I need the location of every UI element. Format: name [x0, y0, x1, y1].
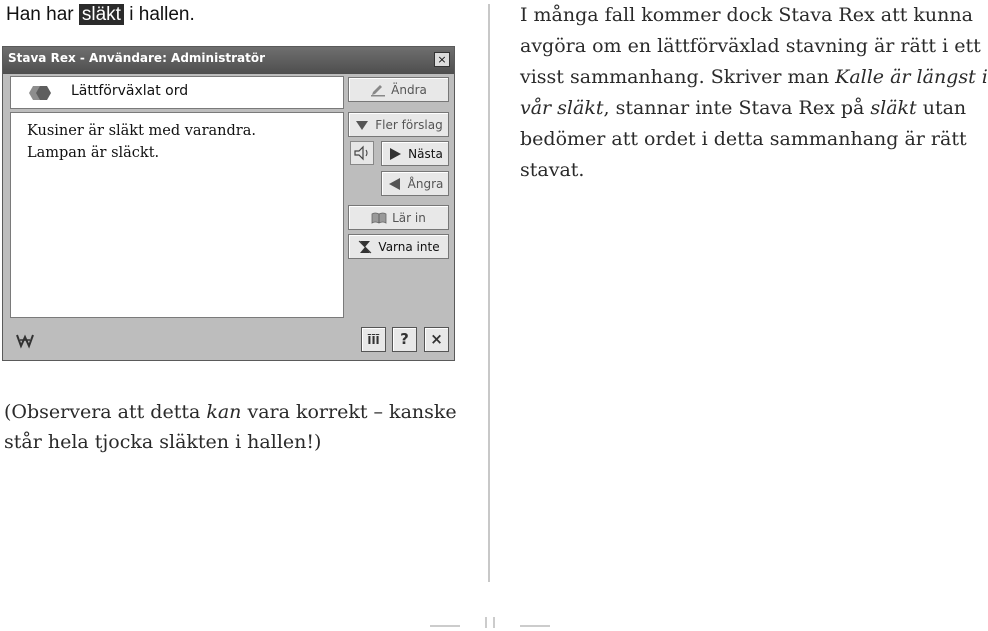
sample-sentence	[6, 2, 195, 28]
down-triangle-icon	[354, 118, 370, 132]
explanation-text	[520, 0, 988, 186]
example-word: släkt	[870, 97, 917, 119]
highlighted-word: släkt	[79, 4, 124, 25]
help-button[interactable]	[392, 327, 417, 352]
pencil-icon	[370, 83, 386, 97]
play-left-icon	[387, 177, 403, 191]
help-icon: ?	[400, 330, 409, 348]
exit-button[interactable]	[424, 327, 449, 352]
explanation-line-5: bedömer att ordet i detta sammanhang är rätt	[520, 128, 967, 150]
note-line-2: står hela tjocka släkten i hallen!)	[4, 431, 322, 453]
footer-marks	[428, 614, 552, 630]
play-right-icon	[387, 147, 403, 161]
context-line-1: Kusiner är släkt med varandra.	[27, 123, 256, 139]
observation-note	[4, 397, 474, 457]
context-line-2: Lampan är släckt.	[27, 145, 160, 161]
angra-button[interactable]	[381, 171, 449, 196]
stava-rex-dialog	[2, 46, 455, 361]
sample-after: i hallen.	[129, 4, 195, 25]
context-text-area[interactable]	[10, 112, 344, 318]
column-divider	[488, 4, 490, 582]
fler-forslag-label: Fler förslag	[375, 117, 443, 132]
note-line-1a: (Observera att detta	[4, 401, 207, 423]
word-type-icon	[27, 83, 53, 103]
dialog-status-bar	[10, 324, 451, 356]
note-line-1	[4, 397, 474, 427]
settings-icon: ĪĪĪ	[367, 334, 380, 347]
word-type-field	[10, 76, 344, 109]
fler-forslag-button[interactable]	[348, 112, 449, 137]
explanation-line-4a: , stannar inte Stava Rex på	[603, 97, 871, 119]
andra-label: Ändra	[391, 82, 427, 97]
angra-label: Ångra	[407, 176, 444, 191]
settings-button[interactable]	[361, 327, 386, 352]
explanation-line-6: stavat.	[520, 159, 585, 181]
dialog-title: Stava Rex - Användare: Administratör	[8, 51, 265, 65]
lar-in-button[interactable]	[348, 205, 449, 230]
window-close-button[interactable]	[434, 52, 450, 67]
example-sentence-part-1: Kalle är längst i	[835, 66, 988, 88]
explanation-line-4	[520, 93, 967, 124]
close-icon: ×	[437, 53, 447, 66]
note-emphasis: kan	[206, 401, 242, 423]
explanation-line-3a: visst sammanhang. Skriver man	[520, 66, 836, 88]
rex-logo-icon	[16, 333, 34, 347]
word-type-label: Lättförväxlat ord	[71, 83, 189, 99]
nasta-label: Nästa	[408, 146, 443, 161]
explanation-line-4b: utan	[916, 97, 967, 119]
varna-inte-label: Varna inte	[378, 239, 440, 254]
explanation-line-1: I många fall kommer dock Stava Rex att kunna	[520, 4, 973, 26]
note-line-1b: vara korrekt – kanske	[241, 401, 457, 423]
explanation-line-2: avgöra om en lättförväxlad stavning är rätt i ett	[520, 35, 981, 57]
speaker-icon	[351, 142, 373, 164]
varna-inte-button[interactable]	[348, 234, 449, 259]
hourglass-icon	[357, 240, 373, 254]
nasta-button[interactable]	[381, 141, 449, 166]
title-bar	[3, 47, 454, 74]
speaker-button[interactable]	[350, 141, 374, 165]
sample-before: Han har	[6, 4, 74, 25]
lar-in-label: Lär in	[392, 210, 426, 225]
andra-button[interactable]	[348, 77, 449, 102]
book-icon	[371, 211, 387, 225]
explanation-line-3	[520, 62, 988, 93]
close-icon: ×	[430, 330, 443, 348]
example-sentence-part-2: vår släkt	[520, 97, 604, 119]
